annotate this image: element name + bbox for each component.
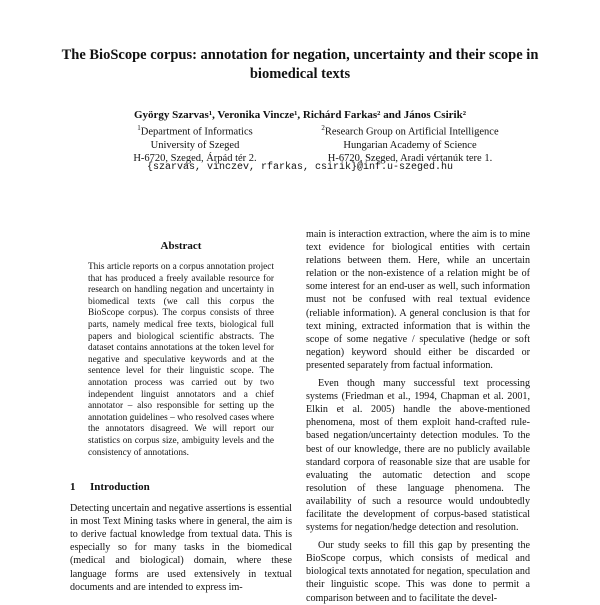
affiliation-2 (290, 122, 530, 165)
affiliation-1-university: University of Szeged (150, 139, 240, 151)
body-paragraph-1: main is interaction extraction, where the aim is to mine text evidence for biological entities with certain relations between them. Here, while an uncertain relation or the non-existence of a relation might be of some interest for an end-user as well, such information must not be confused with real textual evidence (reliable information). A general conclusion is that for text mining, extracted information that is within the scope of some negative / speculative (hedge or soft negation) keyword should either be discarded or presented separately from factual information. (306, 229, 530, 371)
body-paragraph-2: Even though many successful text processing systems (Friedman et al., 1994, Chapman et al. 2001, Elkin et al. 2005) handle the above-mentioned phenomena, most of them exploit hand-crafted rule-based negation/uncertainty detection modules. To the best of our knowledge, there are no publicly available standard corpora of reasonable size that are usable for evaluating the automatic detection and scope resolution of these language phenomena. The availability of such a resource would undoubtedly facilitate the development of corpus-based statistical systems for negation/hedge detection and resolution. (306, 378, 530, 534)
affiliation-2-academy: Hungarian Academy of Science (343, 139, 477, 151)
abstract-text: This article reports on a corpus annotation project that has produced a freely available resource for research on handling negation and uncertainty in biomedical texts (we call this corpus the BioScope corpus). The corpus consists of three parts, namely medical free texts, biological full papers and biological scientific abstracts. The dataset contains annotations at the token level for negative and speculative keywords and at the sentence level for their linguistic scope. The annotation process was carried out by two independent linguist annotators and a chief annotator – also responsible for setting up the annotation guidelines – who resolved cases where the annotators disagreed. We will report our statistics on corpus size, ambiguity levels and the consistency of annotations. (88, 262, 274, 458)
affiliation-1-dept: Department of Informatics (140, 126, 253, 138)
section-title: Introduction (90, 481, 150, 494)
section-number: 1 (70, 481, 76, 494)
paper-title: The BioScope corpus: annotation for negation, uncertainty and their scope in biomedical texts (61, 47, 539, 82)
affiliation-2-group: Research Group on Artificial Intelligence (324, 126, 499, 138)
affiliation-1-address: H-6720, Szeged, Árpád tér 2. (133, 152, 257, 164)
left-column (70, 240, 292, 594)
affiliation-2-address: H-6720, Szeged, Aradi vértanúk tere 1. (327, 152, 493, 164)
author-emails: {szarvas, vinczev, rfarkas, csirik}@inf.u-szeged.hu (146, 162, 454, 173)
affiliation-2-sup: 2 (321, 124, 325, 132)
section-heading (70, 481, 292, 493)
affiliation-1-sup: 1 (137, 124, 141, 132)
intro-paragraph: Detecting uncertain and negative assertions is essential in most Text Mining tasks where in general, the aim is to derive factual knowledge from textual data. This is especially so for many tasks in the biomedical (medical and biological) domain, where these language forms are used extensively in textual documents and are intended to express im- (70, 503, 292, 593)
abstract-heading: Abstract (160, 240, 202, 252)
author-list: György Szarvas¹, Veronika Vincze¹, Richárd Farkas² and János Csirik² (133, 109, 466, 121)
affiliation-1 (95, 122, 295, 165)
right-column (306, 228, 530, 605)
body-paragraph-3: Our study seeks to fill this gap by presenting the BioScope corpus, which consists of medical and biological texts annotated for negation, speculation and their linguistic scope. This was done to permit a comparison between and to facilitate the devel- (306, 540, 530, 604)
